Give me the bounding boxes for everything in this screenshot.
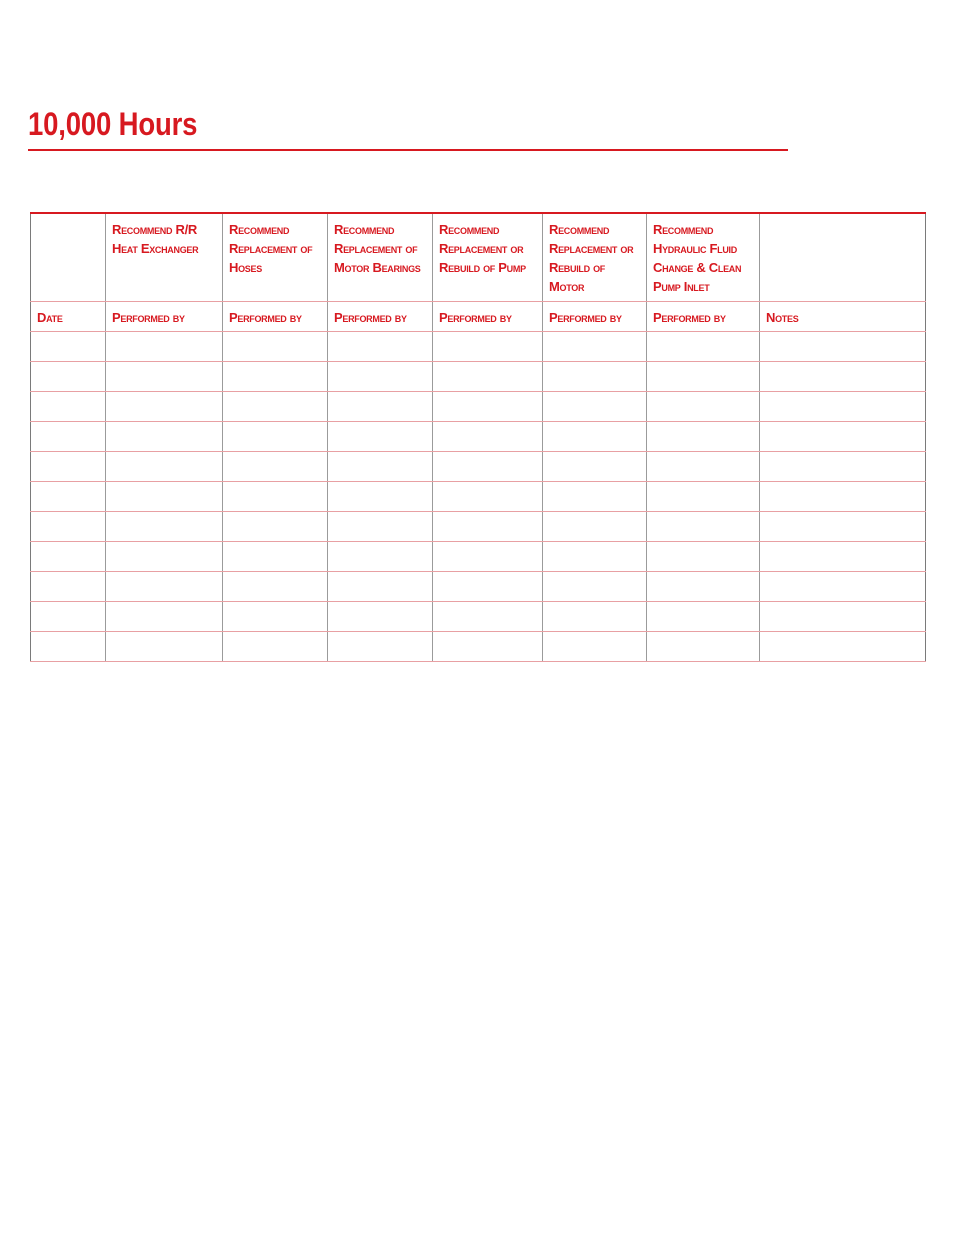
notes-cell[interactable]: [760, 362, 926, 392]
performed-by-cell[interactable]: [328, 452, 433, 482]
performed-by-cell[interactable]: [433, 362, 543, 392]
performed-by-cell[interactable]: [543, 632, 647, 662]
performed-by-cell[interactable]: [433, 452, 543, 482]
date-cell[interactable]: [31, 362, 106, 392]
header-cell-heat-exchanger: [106, 213, 223, 302]
performed-by-cell[interactable]: [647, 602, 760, 632]
performed-by-cell[interactable]: [328, 512, 433, 542]
header-label: Recommend Replacement of Motor Bearings: [334, 222, 421, 275]
performed-by-cell[interactable]: [223, 392, 328, 422]
performed-by-cell[interactable]: [647, 392, 760, 422]
table-row: [31, 512, 926, 542]
date-cell[interactable]: [31, 572, 106, 602]
column-label-notes: Notes: [760, 302, 926, 332]
performed-by-cell[interactable]: [223, 422, 328, 452]
column-label-performed-by: Performed by: [433, 302, 543, 332]
performed-by-cell[interactable]: [328, 482, 433, 512]
performed-by-cell[interactable]: [223, 572, 328, 602]
performed-by-cell[interactable]: [433, 482, 543, 512]
date-cell[interactable]: [31, 422, 106, 452]
performed-by-cell[interactable]: [433, 632, 543, 662]
column-label-performed-by: Performed by: [223, 302, 328, 332]
header-cell-blank-right: [760, 213, 926, 302]
performed-by-cell[interactable]: [106, 422, 223, 452]
performed-by-cell[interactable]: [223, 632, 328, 662]
performed-by-cell[interactable]: [433, 332, 543, 362]
performed-by-cell[interactable]: [328, 332, 433, 362]
performed-by-cell[interactable]: [433, 422, 543, 452]
performed-by-cell[interactable]: [328, 362, 433, 392]
table-row: [31, 572, 926, 602]
log-rows: [31, 332, 926, 662]
performed-by-cell[interactable]: [223, 482, 328, 512]
table-row: [31, 362, 926, 392]
performed-by-cell[interactable]: [543, 542, 647, 572]
table-row: [31, 422, 926, 452]
notes-cell[interactable]: [760, 332, 926, 362]
notes-cell[interactable]: [760, 512, 926, 542]
performed-by-cell[interactable]: [433, 542, 543, 572]
column-label-row: [31, 302, 926, 332]
table-row: [31, 392, 926, 422]
performed-by-cell[interactable]: [106, 482, 223, 512]
performed-by-cell[interactable]: [543, 452, 647, 482]
performed-by-cell[interactable]: [328, 392, 433, 422]
table-row: [31, 452, 926, 482]
date-cell[interactable]: [31, 452, 106, 482]
performed-by-cell[interactable]: [223, 452, 328, 482]
performed-by-cell[interactable]: [647, 542, 760, 572]
performed-by-cell[interactable]: [106, 362, 223, 392]
column-label-performed-by: Performed by: [328, 302, 433, 332]
date-cell[interactable]: [31, 482, 106, 512]
column-label-performed-by: Performed by: [647, 302, 760, 332]
column-label-date: Date: [31, 302, 106, 332]
header-label: Recommend Replacement of Hoses: [229, 222, 313, 275]
performed-by-cell[interactable]: [223, 602, 328, 632]
date-cell[interactable]: [31, 512, 106, 542]
date-cell[interactable]: [31, 632, 106, 662]
performed-by-cell[interactable]: [543, 392, 647, 422]
notes-cell[interactable]: [760, 602, 926, 632]
performed-by-cell[interactable]: [106, 332, 223, 362]
notes-cell[interactable]: [760, 422, 926, 452]
performed-by-cell[interactable]: [433, 602, 543, 632]
performed-by-cell[interactable]: [433, 392, 543, 422]
header-cell-hoses: [223, 213, 328, 302]
performed-by-cell[interactable]: [543, 362, 647, 392]
performed-by-cell[interactable]: [433, 572, 543, 602]
performed-by-cell[interactable]: [106, 602, 223, 632]
date-cell[interactable]: [31, 392, 106, 422]
performed-by-cell[interactable]: [647, 362, 760, 392]
notes-cell[interactable]: [760, 482, 926, 512]
performed-by-cell[interactable]: [328, 572, 433, 602]
performed-by-cell[interactable]: [106, 542, 223, 572]
table-row: [31, 332, 926, 362]
title-divider: [28, 149, 788, 151]
performed-by-cell[interactable]: [647, 482, 760, 512]
table-row: [31, 632, 926, 662]
maintenance-log-table: [30, 212, 926, 662]
header-cell-blank-left: [31, 213, 106, 302]
column-label-performed-by: Performed by: [543, 302, 647, 332]
performed-by-cell[interactable]: [647, 512, 760, 542]
notes-cell[interactable]: [760, 452, 926, 482]
performed-by-cell[interactable]: [223, 332, 328, 362]
performed-by-cell[interactable]: [106, 632, 223, 662]
notes-cell[interactable]: [760, 632, 926, 662]
performed-by-cell[interactable]: [543, 482, 647, 512]
table-row: [31, 482, 926, 512]
performed-by-cell[interactable]: [328, 422, 433, 452]
performed-by-cell[interactable]: [223, 542, 328, 572]
performed-by-cell[interactable]: [106, 512, 223, 542]
table-row: [31, 602, 926, 632]
header-cell-motor: [543, 213, 647, 302]
header-cell-hydraulic-fluid: [647, 213, 760, 302]
performed-by-cell[interactable]: [223, 512, 328, 542]
performed-by-cell[interactable]: [328, 602, 433, 632]
performed-by-cell[interactable]: [433, 512, 543, 542]
date-cell[interactable]: [31, 602, 106, 632]
notes-cell[interactable]: [760, 542, 926, 572]
performed-by-cell[interactable]: [543, 602, 647, 632]
header-cell-motor-bearings: [328, 213, 433, 302]
date-cell[interactable]: [31, 332, 106, 362]
header-label: Recommend Replacement or Rebuild of Pump: [439, 222, 526, 275]
performed-by-cell[interactable]: [647, 452, 760, 482]
performed-by-cell[interactable]: [543, 332, 647, 362]
header-label: Recommend R/R Heat Exchanger: [112, 222, 199, 256]
notes-cell[interactable]: [760, 572, 926, 602]
header-label: Recommend Replacement or Rebuild of Motor: [549, 222, 634, 294]
table-row: [31, 542, 926, 572]
performed-by-cell[interactable]: [647, 422, 760, 452]
performed-by-cell[interactable]: [328, 542, 433, 572]
page-title: 10,000 Hours: [28, 106, 198, 142]
performed-by-cell[interactable]: [647, 572, 760, 602]
recommendation-header-row: [31, 213, 926, 302]
performed-by-cell[interactable]: [328, 632, 433, 662]
notes-cell[interactable]: [760, 392, 926, 422]
performed-by-cell[interactable]: [106, 572, 223, 602]
header-label: Recommend Hydraulic Fluid Change & Clean Pump Inlet: [653, 222, 742, 294]
date-cell[interactable]: [31, 542, 106, 572]
performed-by-cell[interactable]: [106, 392, 223, 422]
performed-by-cell[interactable]: [543, 422, 647, 452]
performed-by-cell[interactable]: [647, 332, 760, 362]
header-cell-pump: [433, 213, 543, 302]
performed-by-cell[interactable]: [647, 632, 760, 662]
performed-by-cell[interactable]: [223, 362, 328, 392]
performed-by-cell[interactable]: [543, 572, 647, 602]
column-label-performed-by: Performed by: [106, 302, 223, 332]
performed-by-cell[interactable]: [543, 512, 647, 542]
performed-by-cell[interactable]: [106, 452, 223, 482]
